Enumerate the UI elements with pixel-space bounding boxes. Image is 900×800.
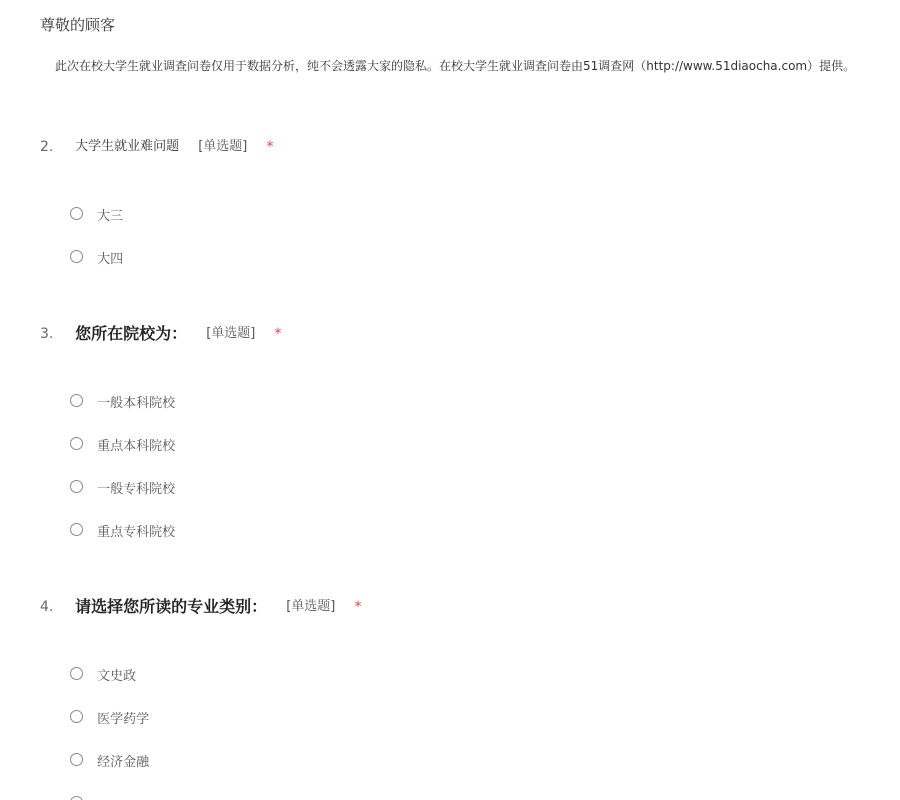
radio-button[interactable] [70,437,83,450]
radio-option-q3-1[interactable] [70,393,175,413]
intro-text: 此次在校大学生就业调查问卷仅用于数据分析，纯不会透露大家的隐私。在校大学生就业调查问卷由51调查网（http://www.51diaocha.com）提供。 [55,59,856,73]
radio-option-q3-4[interactable] [70,522,175,542]
question-type: [单选题] [198,138,248,154]
radio-button[interactable] [70,250,83,263]
question-title: 您所在院校为： [75,323,188,343]
radio-option-q2-1[interactable] [70,206,123,226]
option-label: 重点本科院校 [97,438,176,454]
required-marker: * [266,138,274,155]
radio-button[interactable] [70,667,83,680]
radio-option-q4-3[interactable] [70,752,149,772]
option-label: 经济金融 [97,754,150,770]
question-title: 请选择您所读的专业类别： [75,596,268,616]
radio-button[interactable] [70,207,83,220]
radio-option-q3-3[interactable] [70,479,175,499]
option-label: 一般本科院校 [97,395,176,411]
question-4-header [40,594,880,618]
radio-button[interactable] [70,480,83,493]
option-label: 大四 [97,251,124,267]
question-title: 大学生就业难问题 [75,138,180,154]
radio-option-q4-2[interactable] [70,709,149,729]
question-number: 3. [40,325,54,342]
radio-option-q4-1[interactable] [70,666,136,686]
greeting-text: 尊敬的顾客 [40,16,116,34]
question-2-header [40,134,880,158]
radio-button[interactable] [70,710,83,723]
question-type: [单选题] [206,325,256,341]
question-number: 2. [40,138,54,155]
radio-button[interactable] [70,523,83,536]
radio-button-cutoff[interactable] [70,796,83,800]
radio-button[interactable] [70,394,83,407]
option-label: 医学药学 [97,711,150,727]
question-type: [单选题] [286,598,336,614]
radio-option-q3-2[interactable] [70,436,175,456]
required-marker: * [354,598,362,615]
question-number: 4. [40,598,54,615]
option-label: 重点专科院校 [97,524,176,540]
question-3-header [40,321,880,345]
radio-option-q2-2[interactable] [70,249,123,269]
option-label: 文史政 [97,668,137,684]
option-label: 大三 [97,208,124,224]
required-marker: * [274,325,282,342]
option-label: 一般专科院校 [97,481,176,497]
radio-button[interactable] [70,753,83,766]
